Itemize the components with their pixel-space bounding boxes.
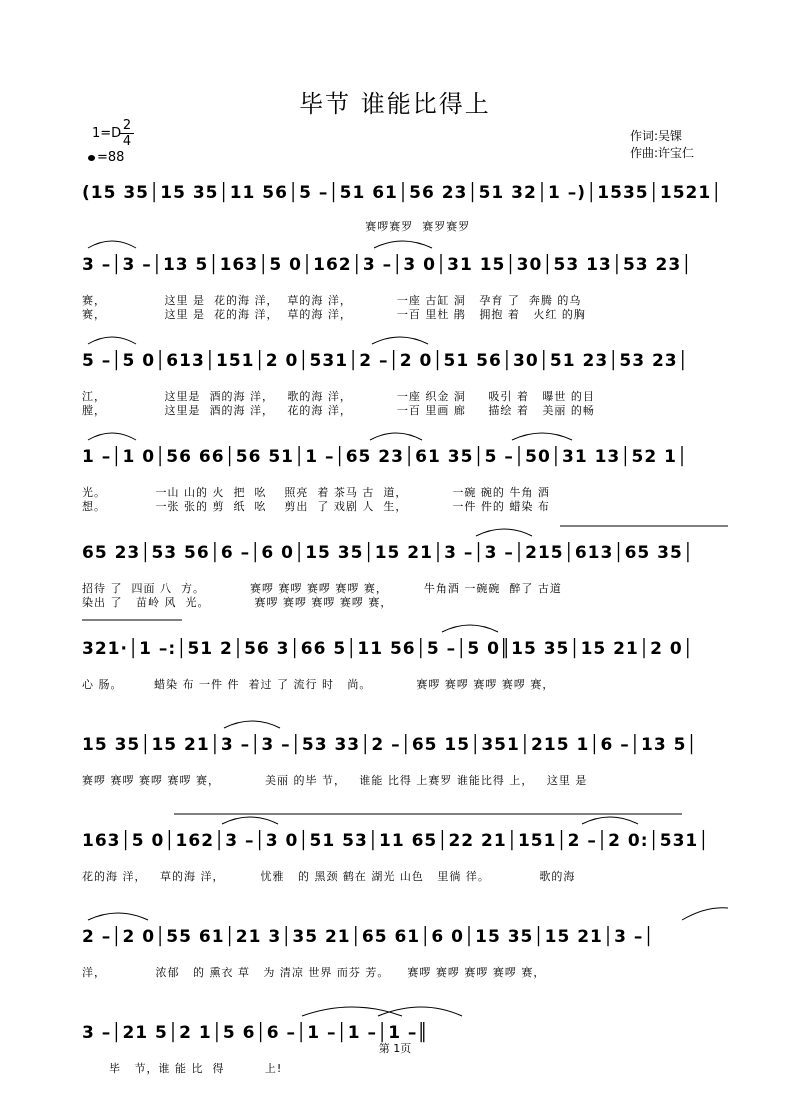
tempo-value: =88 [97, 150, 125, 165]
notation-line: 65 23│53 56│6 –│6 0│15 35│15 21│3 –│3 –│215│613│65 35│ [82, 543, 695, 563]
key-signature: 1=D [92, 126, 122, 141]
lyrics-line-1: 江， 这里是 酒的海 洋， 歌的海 洋， 一座 织金 洞 吸引 着 曝世 的目 [82, 390, 595, 403]
time-signature-bottom: 4 [122, 134, 132, 149]
credits [630, 128, 694, 162]
lyrics-line-2: 膛， 这里是 酒的海 洋， 花的海 洋， 一百 里画 廊 描绘 着 美丽 的畅 [82, 404, 595, 417]
notation-line: 321·│1 –:│51 2│56 3│66 5│11 56│5 –│5 0║15 35│15 21│2 0│ [82, 639, 694, 659]
lyricist: 作词:吴锞 [630, 129, 683, 143]
notation-line: 3 –│21 5│2 1│5 6│6 –│1 –│1 –│1 –║ [82, 1023, 429, 1043]
notation-line: 2 –│2 0│55 61│21 3│35 21│65 61│6 0│15 35│15 21│3 –│ [82, 927, 655, 947]
lyrics-line-1: 心 肠。 蜡染 布 一件 件 着过 了 流行 时 尚。 赛啰 赛啰 赛啰 赛啰 赛， [82, 678, 555, 691]
lyrics-line-1: 招待 了 四面 八 方。 赛啰 赛啰 赛啰 赛啰 赛， 牛角酒 一碗碗 醉了 古道 [82, 582, 562, 595]
tempo-marking [88, 150, 124, 165]
notation-line: 5 –│5 0│613│151│2 0│531│2 –│2 0│51 56│30│51 23│53 23│ [82, 351, 689, 371]
page-number: 第 1页 [378, 1042, 412, 1055]
lyrics-line-1: 赛啰 赛啰 赛啰 赛啰 赛， 美丽 的毕 节， 谁能 比得 上赛罗 谁能比得 上， 这里 是 [82, 774, 588, 787]
notation-line: 15 35│15 21│3 –│3 –│53 33│2 –│65 15│351│215 1│6 –│13 5│ [82, 735, 698, 755]
lyrics-line-1: 花的海 洋， 草的海 洋， 忧雅 的 黑颈 鹤在 湖光 山色 里徜 徉。 歌的海 [82, 870, 576, 883]
song-title: 毕节 谁能比得上 [299, 90, 491, 118]
composer: 作曲:许宝仁 [630, 146, 695, 160]
lyrics-line-1: 赛啰赛罗 赛罗赛罗 [82, 220, 471, 233]
time-signature [120, 118, 134, 149]
lyrics-line-1: 光。 一山 山的 火 把 吆 照亮 着 茶马 古 道， 一碗 碗的 牛角 酒 [82, 486, 550, 499]
quarter-note-icon [88, 155, 95, 161]
lyrics-line-1: 毕 节，谁 能 比 得 上! [82, 1062, 283, 1075]
lyrics-line-2: 赛， 这里 是 花的海 洋， 草的海 洋， 一百 里杜 鹃 拥抱 着 火红 的胸 [82, 308, 586, 321]
lyrics-line-1: 赛， 这里 是 花的海 洋， 草的海 洋， 一座 古缸 洞 孕育 了 奔腾 的乌 [82, 294, 582, 307]
notation-line: 3 –│3 –│13 5│163│5 0│162│3 –│3 0│31 15│30│53 13│53 23│ [82, 255, 693, 275]
notation-line: 163│5 0│162│3 –│3 0│51 53│11 65│22 21│151│2 –│2 0:│531│ [82, 831, 710, 851]
time-signature-top: 2 [120, 118, 134, 134]
lyrics-line-2: 染出 了 苗岭 风 光。 赛啰 赛啰 赛啰 赛啰 赛， [82, 596, 393, 609]
notation-line: 1 –│1 0│56 66│56 51│1 –│65 23│61 35│5 –│50│31 13│52 1│ [82, 447, 689, 467]
lyrics-line-2: 想。 一张 张的 剪 纸 吆 剪出 了 戏剧 人 生， 一件 件的 蜡染 布 [82, 500, 550, 513]
notation-line: (15 35│15 35│11 56│5 –│51 61│56 23│51 32│1 –)│1535│1521│ [82, 183, 723, 203]
lyrics-line-1: 洋， 浓郁 的 熏衣 草 为 清凉 世界 而芬 芳。 赛啰 赛啰 赛啰 赛啰 赛， [82, 966, 546, 979]
